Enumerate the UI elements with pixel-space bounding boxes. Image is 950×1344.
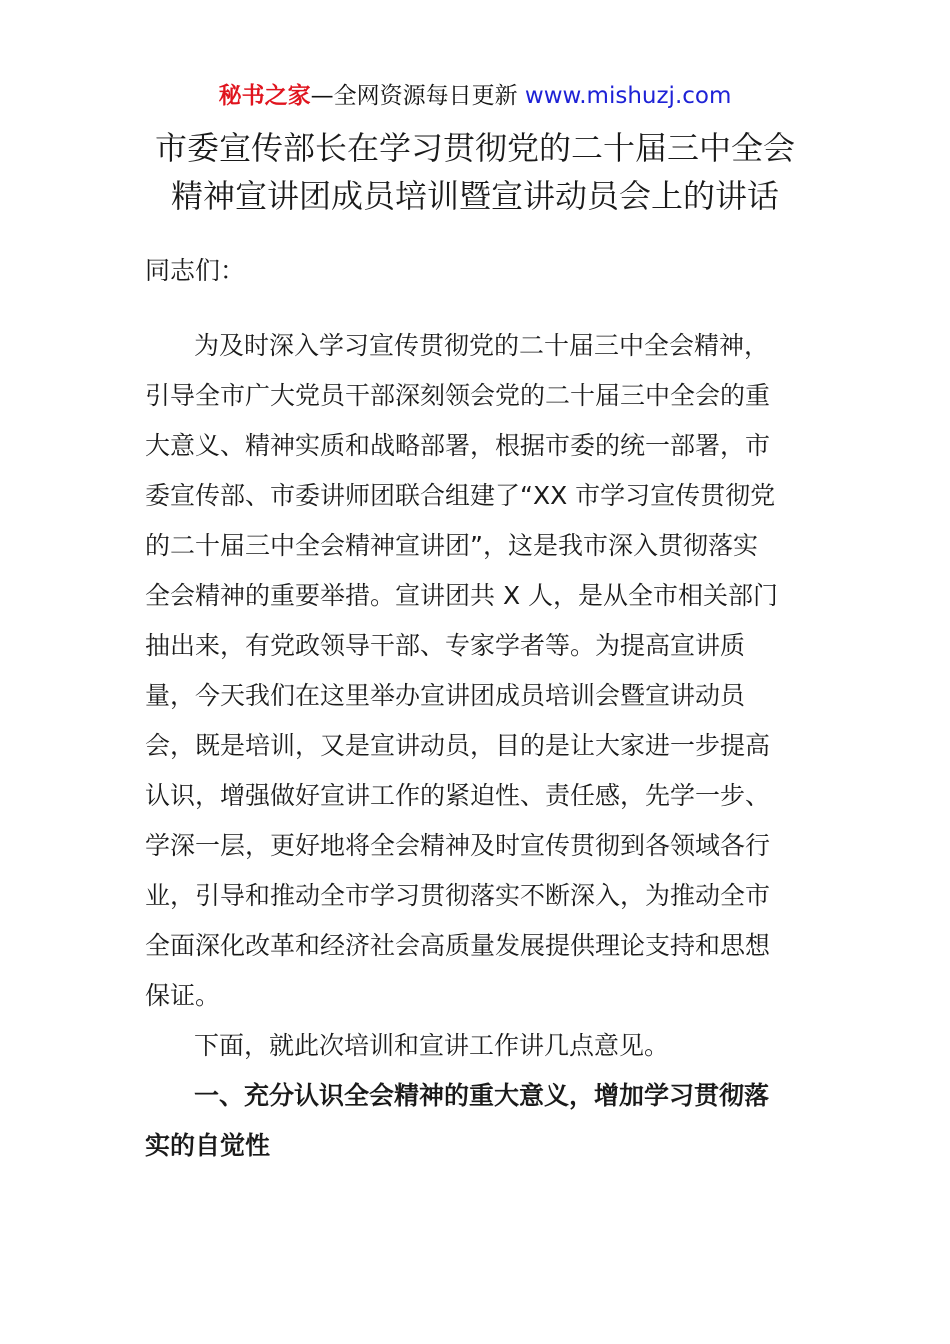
paragraph-line: 抽出来，有党政领导干部、专家学者等。为提高宣讲质 — [145, 631, 746, 660]
section-heading-line-1: 一、充分认识全会精神的重大意义，增加学习贯彻落 — [194, 1081, 770, 1110]
document-title-line-1: 市委宣传部长在学习贯彻党的二十届三中全会 — [154, 129, 795, 167]
paragraph-line: 引导全市广大党员干部深刻领会党的二十届三中全会的重 — [145, 381, 771, 410]
paragraph-line: 全面深化改革和经济社会高质量发展提供理论支持和思想 — [145, 931, 771, 960]
paragraph-line: 量，今天我们在这里举办宣讲团成员培训会暨宣讲动员 — [145, 681, 746, 710]
paragraph-line: 学深一层，更好地将全会精神及时宣传贯彻到各领域各行 — [145, 831, 771, 860]
paragraph-line: 为及时深入学习宣传贯彻党的二十届三中全会精神， — [194, 331, 770, 360]
header-tagline: —全网资源每日更新 — [310, 83, 525, 109]
salutation: 同志们： — [145, 256, 246, 285]
site-url-link[interactable]: www.mishuzj.com — [524, 83, 732, 109]
document-title-line-2: 精神宣讲团成员培训暨宣讲动员会上的讲话 — [170, 177, 779, 215]
paragraph-line: 业，引导和推动全市学习贯彻落实不断深入，为推动全市 — [145, 881, 771, 910]
paragraph-line: 会，既是培训，又是宣讲动员，目的是让大家进一步提高 — [145, 731, 771, 760]
paragraph-line: 委宣传部、市委讲师团联合组建了“XX 市学习宣传贯彻党 — [145, 481, 776, 510]
site-header — [0, 80, 950, 112]
paragraph-line: 的二十届三中全会精神宣讲团”，这是我市深入贯彻落实 — [145, 531, 758, 560]
paragraph-line: 认识，增强做好宣讲工作的紧迫性、责任感，先学一步、 — [145, 781, 771, 810]
paragraph-line: 下面，就此次培训和宣讲工作讲几点意见。 — [194, 1031, 670, 1060]
paragraph-line: 保证。 — [145, 981, 221, 1010]
brand-name: 秘书之家 — [218, 83, 311, 109]
section-heading-line-2: 实的自觉性 — [145, 1131, 271, 1160]
paragraph-line: 全会精神的重要举措。宣讲团共 X 人，是从全市相关部门 — [145, 581, 779, 610]
paragraph-line: 大意义、精神实质和战略部署，根据市委的统一部署，市 — [145, 431, 771, 460]
